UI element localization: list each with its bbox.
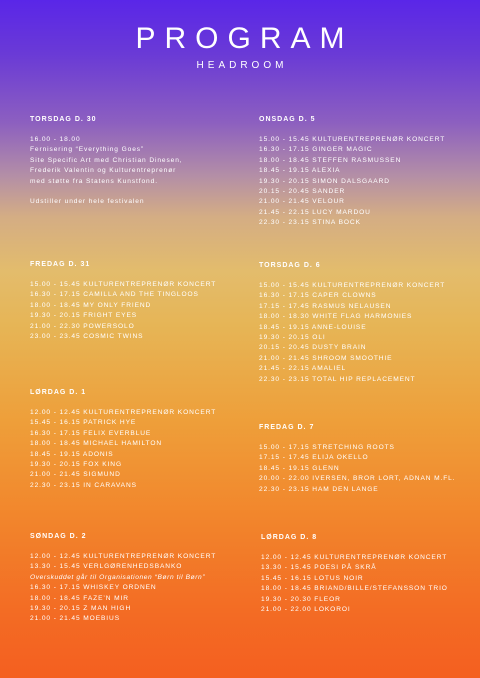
schedule-line: 18.00 - 18.45 BRIAND/BILLE/STEFANSSON TRIO (261, 585, 448, 593)
schedule-line: 21.45 - 22.15 LUCY MARDOU (259, 208, 371, 216)
day-title: TORSDAG D. 30 (30, 116, 97, 123)
schedule-line: 21.00 - 21.45 MOEBIUS (30, 615, 121, 623)
schedule-line: 12.00 - 12.45 KULTURENTREPRENØR KONCERT (30, 409, 217, 416)
schedule-line: 21.45 - 22.15 AMALIEL (259, 365, 347, 373)
schedule-line: 18.45 - 19.15 ALEXIA (259, 167, 341, 175)
day-title: TORSDAG D. 6 (259, 262, 321, 269)
schedule-line: 15.45 - 16.15 LOTUS NOIR (261, 574, 364, 582)
schedule-line: 22.30 - 23.15 TOTAL HIP REPLACEMENT (259, 375, 416, 383)
schedule-line: Site Specific Art med Christian Dinesen, (30, 156, 183, 164)
schedule-line: Overskuddet går til Organisationen “Børn til Børn” (30, 573, 206, 581)
schedule-line: 17.15 - 17.45 ELIJA OKELLO (259, 454, 369, 462)
schedule-line: 19.30 - 20.15 Z MAN HIGH (30, 605, 132, 613)
schedule-line: 21.00 - 21.45 VELOUR (259, 198, 345, 206)
schedule-line: 17.15 - 17.45 RASMUS NELAUSEN (259, 302, 392, 310)
schedule-line: 22.30 - 23.15 STINA BOCK (259, 219, 361, 227)
schedule-line: Fernisering “Everything Goes” (30, 146, 145, 154)
schedule-line: 16.30 - 17.15 CAPER CLOWNS (259, 292, 377, 300)
schedule-line: 19.30 - 20.30 FLEOR (261, 595, 341, 603)
schedule-line: 22.30 - 23.15 HAM DEN LANGE (259, 485, 379, 493)
day-title: SØNDAG D. 2 (30, 533, 87, 540)
day-lines (259, 443, 474, 495)
schedule-line: 15.00 - 15.45 KULTURENTREPRENØR KONCERT (259, 282, 446, 289)
day-block-fredag-7 (259, 424, 474, 495)
schedule-line: 21.00 - 21.45 SIGMUND (30, 471, 121, 479)
day-block-onsdag-5 (259, 116, 474, 229)
day-lines (30, 408, 245, 491)
schedule-line: 12.00 - 12.45 KULTURENTREPRENØR KONCERT (30, 553, 217, 560)
schedule-line: Frederik Valentin og Kulturentreprenør (30, 167, 177, 175)
schedule-line: 19.30 - 20.15 FRIGHT EYES (30, 312, 138, 320)
schedule-line: 15.45 - 16.15 PATRICK HYE (30, 419, 137, 427)
day-block-lordag-1 (30, 389, 245, 491)
schedule-line: 18.00 - 18.45 MY ONLY FRIEND (30, 301, 152, 309)
schedule-line: 18.45 - 19.15 GLENN (259, 464, 340, 472)
schedule-line: 18.00 - 18.30 WHITE FLAG HARMONIES (259, 313, 413, 321)
schedule-line: 18.45 - 19.15 ADONIS (30, 450, 114, 458)
schedule-line: 20.15 - 20.45 SANDER (259, 188, 346, 196)
day-title: ONSDAG D. 5 (259, 116, 316, 123)
day-block-torsdag-30 (30, 116, 245, 208)
schedule-line: 13.30 - 15.45 VERLGØRENHEDSBANKO (30, 563, 183, 571)
schedule-line: Udstiller under hele festivalen (30, 198, 145, 206)
day-lines (259, 281, 474, 385)
schedule-line: 18.00 - 18.45 FAZE’N MIR (30, 594, 129, 602)
day-block-lordag-8 (261, 534, 476, 615)
schedule-line: 19.30 - 20.15 OLI (259, 334, 326, 342)
schedule-line: 18.00 - 18.45 STEFFEN RASMUSSEN (259, 156, 402, 164)
day-lines (259, 135, 474, 229)
schedule-line: 15.00 - 17.15 STRETCHING ROOTS (259, 444, 395, 451)
day-lines (30, 135, 245, 208)
schedule-line: 20.00 - 22.00 IVERSEN, BROR LORT, ADNAN M.FL. (259, 475, 456, 483)
schedule-line: 16.30 - 17.15 FELIX EVERBLUE (30, 429, 152, 437)
schedule-line: 21.00 - 22.00 LOKOROI (261, 606, 351, 614)
schedule-line: 16.30 - 17.15 CAMILLA AND THE TINGLOOS (30, 291, 199, 299)
schedule-line: 23.00 - 23.45 COSMIC TWINS (30, 333, 144, 341)
schedule-line: 19.30 - 20.15 SIMON DALSGAARD (259, 177, 390, 185)
schedule-line: 19.30 - 20.15 FOX KING (30, 461, 122, 469)
day-title: LØRDAG D. 1 (30, 389, 87, 396)
day-lines (30, 280, 245, 342)
day-lines (261, 553, 476, 615)
day-lines (30, 552, 245, 625)
schedule-line (30, 187, 245, 197)
schedule-line: 16.30 - 17.15 WHISKEY ORDNEN (30, 584, 157, 592)
day-title: FREDAG D. 7 (259, 424, 315, 431)
schedule-line: 16.00 - 18.00 (30, 136, 81, 143)
schedule-line: 15.00 - 15.45 KULTURENTREPRENØR KONCERT (259, 136, 446, 143)
schedule-line: 22.30 - 23.15 IN CARAVANS (30, 481, 137, 489)
schedule-line: 18.45 - 19.15 ANNE-LOUISE (259, 323, 367, 331)
schedule-line: 16.30 - 17.15 GINGER MAGIC (259, 146, 373, 154)
page-subtitle: HEADROOM (196, 60, 288, 71)
schedule-line: 20.15 - 20.45 DUSTY BRAIN (259, 344, 367, 352)
schedule-line: 12.00 - 12.45 KULTURENTREPRENØR KONCERT (261, 554, 448, 561)
day-block-torsdag-6 (259, 262, 474, 385)
schedule-line: 21.00 - 21.45 SHROOM SMOOTHIE (259, 354, 393, 362)
schedule-line: med støtte fra Statens Kunstfond. (30, 177, 158, 185)
schedule-line: 18.00 - 18.45 MICHAEL HAMILTON (30, 440, 163, 448)
day-block-sondag-2 (30, 533, 245, 625)
schedule-line: 13.30 - 15.45 POESI PÅ SKRÅ (261, 564, 377, 572)
page-title: PROGRAM (135, 22, 354, 55)
schedule-line: 21.00 - 22.30 POWERSOLO (30, 322, 135, 330)
schedule-line: 15.00 - 15.45 KULTURENTREPRENØR KONCERT (30, 281, 217, 288)
day-block-fredag-31 (30, 261, 245, 342)
day-title: LØRDAG D. 8 (261, 534, 318, 541)
day-title: FREDAG D. 31 (30, 261, 91, 268)
